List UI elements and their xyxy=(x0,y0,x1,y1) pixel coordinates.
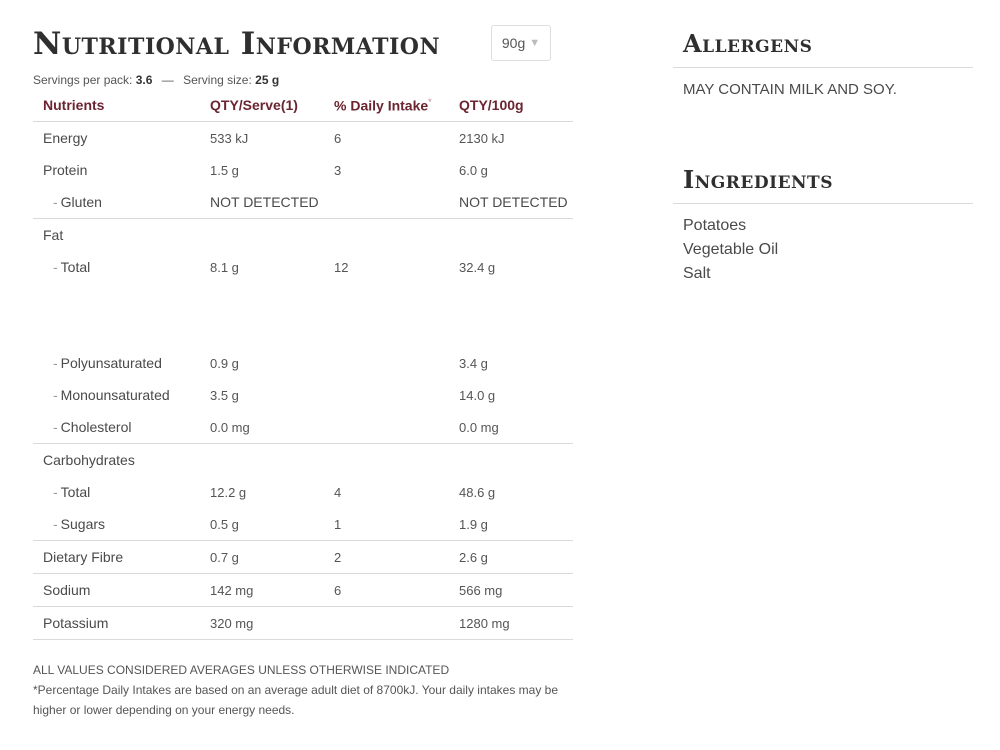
qty-serve: 320 mg xyxy=(200,607,324,640)
note-averages: ALL VALUES CONSIDERED AVERAGES UNLESS OTHERWISE INDICATED xyxy=(33,663,450,677)
header-qty-serve: QTY/Serve(1) xyxy=(200,89,324,122)
sub-name: Total xyxy=(60,259,91,275)
sub-dash: - xyxy=(53,419,58,435)
allergens-title: Allergens xyxy=(683,29,813,58)
qty-serve: 142 mg xyxy=(200,574,324,607)
daily-intake: 1 xyxy=(324,508,449,541)
ingredients-list xyxy=(673,214,973,286)
daily-intake xyxy=(324,607,449,640)
table-row xyxy=(33,574,573,607)
qty-100g: 48.6 g xyxy=(459,484,496,500)
servings-separator: — xyxy=(161,73,174,87)
table-row xyxy=(33,508,573,541)
nutrient-name xyxy=(33,186,200,219)
table-row xyxy=(33,444,573,477)
daily-intake-asterisk: * xyxy=(428,96,432,107)
sub-name: Total xyxy=(60,484,91,500)
note-daily-intake: *Percentage Daily Intakes are based on an average adult diet of 8700kJ. Your daily intakes may be higher or lower depending on your energy needs. xyxy=(33,683,559,717)
table-row xyxy=(33,122,573,155)
qty-100g: 14.0 g xyxy=(459,387,496,403)
qty-serve: 0.5 g xyxy=(200,508,324,541)
divider xyxy=(673,67,973,68)
table-row xyxy=(33,219,573,252)
serving-select-value: 90g xyxy=(501,35,526,51)
table-row xyxy=(33,607,573,640)
qty-serve: 12.2 g xyxy=(210,484,247,500)
serving-size-label: Serving size: xyxy=(183,73,252,87)
qty-serve: 0.9 g xyxy=(210,355,239,371)
daily-intake xyxy=(324,186,449,219)
nutrient-name: Fat xyxy=(43,227,64,243)
qty-serve: 1.5 g xyxy=(210,162,239,178)
daily-intake: 2 xyxy=(324,541,449,574)
qty-serve: 0.7 g xyxy=(200,541,324,574)
servings-per-pack-value: 3.6 xyxy=(135,73,153,87)
sub-dash: - xyxy=(53,355,58,371)
table-row xyxy=(33,154,573,186)
sub-dash: - xyxy=(53,194,58,210)
daily-intake xyxy=(324,411,449,444)
info-panel xyxy=(673,26,973,286)
allergens-text: MAY CONTAIN MILK AND SOY. xyxy=(683,81,897,98)
daily-intake xyxy=(324,379,449,411)
chevron-down-icon: ▼ xyxy=(529,37,541,49)
table-spacer xyxy=(33,283,573,347)
sub-name: Gluten xyxy=(60,194,102,210)
table-row xyxy=(33,476,573,508)
qty-100g: 2.6 g xyxy=(449,541,573,574)
daily-intake: 6 xyxy=(334,130,342,146)
servings-per-pack-label: Servings per pack: xyxy=(33,73,133,87)
nutrition-title: Nutritional Information xyxy=(33,26,441,62)
sub-dash: - xyxy=(53,259,58,275)
nutrient-name: Dietary Fibre xyxy=(33,541,200,574)
nutrient-name: Energy xyxy=(43,130,88,146)
nutrient-name: Sodium xyxy=(33,574,200,607)
qty-serve: NOT DETECTED xyxy=(200,186,324,219)
ingredient-item: Vegetable Oil xyxy=(683,241,779,258)
nutrient-name xyxy=(33,347,200,379)
header-daily-intake xyxy=(324,89,449,122)
ingredient-item: Potatoes xyxy=(683,217,747,234)
daily-intake: 3 xyxy=(334,162,342,178)
qty-serve: 533 kJ xyxy=(210,130,249,146)
nutrient-name: Carbohydrates xyxy=(43,452,135,468)
table-row xyxy=(33,186,573,219)
header-nutrients: Nutrients xyxy=(33,89,200,122)
qty-100g: 1.9 g xyxy=(449,508,573,541)
daily-intake: 12 xyxy=(334,259,349,275)
servings-info xyxy=(33,71,573,89)
qty-100g: 6.0 g xyxy=(459,162,488,178)
sub-name: Sugars xyxy=(60,516,106,532)
qty-100g: 32.4 g xyxy=(459,259,496,275)
nutrient-name xyxy=(33,251,200,283)
table-row xyxy=(33,347,573,379)
divider xyxy=(673,203,973,204)
nutrition-notes xyxy=(33,660,573,720)
qty-100g: 566 mg xyxy=(449,574,573,607)
serving-size-select[interactable] xyxy=(491,25,551,61)
ingredient-item: Salt xyxy=(683,265,711,282)
header-qty-100g: QTY/100g xyxy=(449,89,573,122)
qty-100g: 2130 kJ xyxy=(459,130,505,146)
qty-100g: NOT DETECTED xyxy=(449,186,573,219)
nutrient-name xyxy=(33,379,200,411)
nutrition-table xyxy=(33,89,573,640)
sub-dash: - xyxy=(53,387,58,403)
qty-serve: 3.5 g xyxy=(210,387,239,403)
qty-serve: 8.1 g xyxy=(210,259,239,275)
ingredients-title: Ingredients xyxy=(683,165,833,194)
table-row xyxy=(33,541,573,574)
qty-100g: 3.4 g xyxy=(459,355,488,371)
sub-dash: - xyxy=(53,516,58,532)
nutrition-panel xyxy=(33,22,573,720)
sub-name: Monounsaturated xyxy=(60,387,170,403)
serving-size-value: 25 g xyxy=(255,73,280,87)
nutrient-name xyxy=(33,476,200,508)
nutrient-name: Protein xyxy=(43,162,88,178)
daily-intake xyxy=(324,347,449,379)
header-daily-intake-label: % Daily Intake xyxy=(334,97,429,114)
table-row xyxy=(33,411,573,444)
sub-dash: - xyxy=(53,484,58,500)
sub-name: Polyunsaturated xyxy=(60,355,162,371)
allergens-section xyxy=(673,26,973,102)
qty-100g: 1280 mg xyxy=(449,607,573,640)
qty-serve: 0.0 mg xyxy=(200,411,324,444)
nutrient-name: Potassium xyxy=(33,607,200,640)
nutrient-name xyxy=(33,411,200,444)
table-row xyxy=(33,379,573,411)
sub-name: Cholesterol xyxy=(60,419,132,435)
ingredients-section xyxy=(673,162,973,286)
qty-100g: 0.0 mg xyxy=(449,411,573,444)
daily-intake: 6 xyxy=(324,574,449,607)
nutrient-name xyxy=(33,508,200,541)
daily-intake: 4 xyxy=(334,484,342,500)
table-row xyxy=(33,251,573,283)
table-header-row xyxy=(33,89,573,122)
